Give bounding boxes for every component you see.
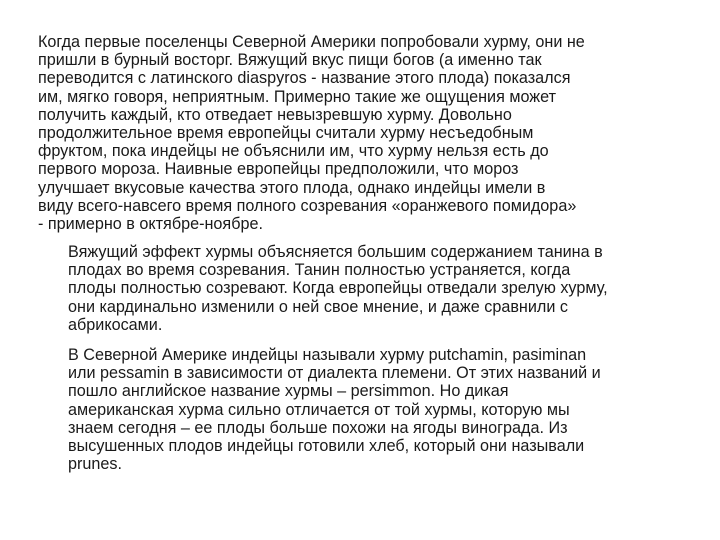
paragraph-indian-names: В Северной Америке индейцы называли хурму putchamin, pasiminan или pessamin в зависимости от диалекта племени. От этих названий и пошло английское название хурмы – persimmon. Но дикая американская хурма сильно отличается от той хурмы, которую мы знаем сегодня – ее плоды больше похожи на ягоды винограда. Из высушенных плодов индейцы готовили хлеб, который они называли prunes. <box>68 346 601 474</box>
paragraph-tannin: Вяжущий эффект хурмы объясняется большим содержанием танина в плодах во время созревания. Танин полностью устраняется, когда плоды полностью созревают. Когда европейцы отведали зрелую хурму, они кардинально изменили о ней свое мнение, и даже сравнили с абрикосами. <box>68 243 608 334</box>
paragraph-settlers: Когда первые поселенцы Северной Америки попробовали хурму, они не пришли в бурный восторг. Вяжущий вкус пищи богов (а именно так переводится с латинского diaspyros - название этого плода) показался им, мягко говоря, неприятным. Примерно такие же ощущения может получить каждый, кто отведает невызревшую хурму. Довольно продолжительное время европейцы считали хурму несъедобным фруктом, пока индейцы не объяснили им, что хурму нельзя есть до первого мороза. Наивные европейцы предположили, что мороз улучшает вкусовые качества этого плода, однако индейцы имели в виду всего-навсего время полного созревания «оранжевого помидора» - примерно в октябре-ноябре. <box>38 33 585 234</box>
